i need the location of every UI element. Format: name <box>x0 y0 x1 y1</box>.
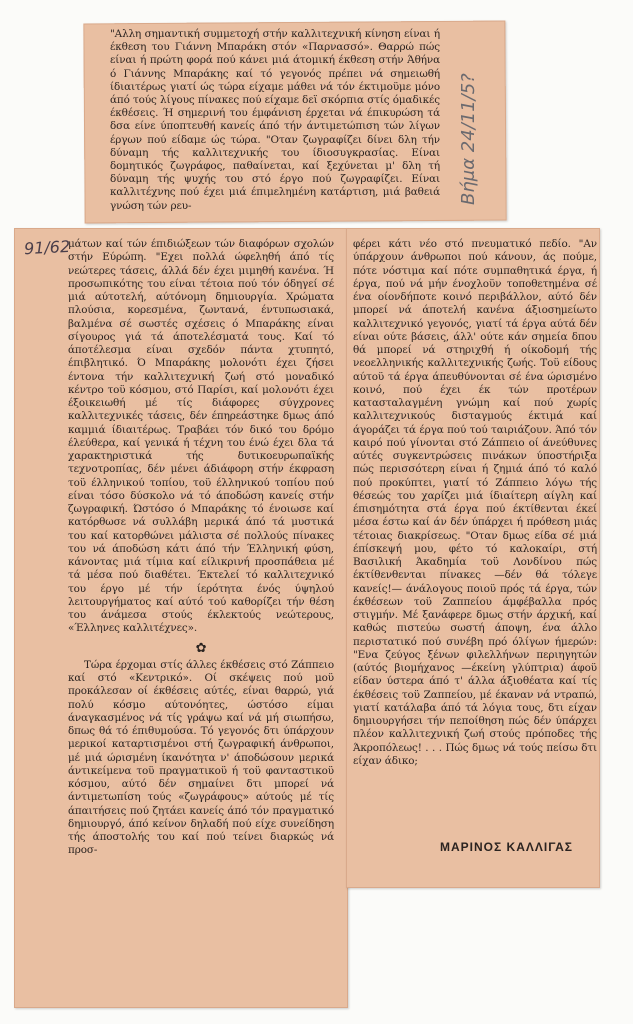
paragraph: φέρει κάτι νέο στό πνευματικό πεδίο. "Αν ύπάρχουν άνθρωποι πού κάνουν, άς πούμε, πότε νόστιμα καί πότε συμπαθητικά έργα, ή έργα, πού νά μήν ένοχλοϋν τοποθετημένα σέ ένα οίονδήποτε κοινό περιβάλλον, αύτό δέν μπορεί νά άποτελή κανένα άξιοσημείωτο καλλιτεχνικό γεγονός, γιατί τά έργα αύτά δέν είναι ούτε βάσεις, άλλ' ούτε κάν σημεία δπου θά μπορεί νά στηριχθή ή οίκοδομή τής νεοελληνικής καλλιτεχνικής ζωής. Τοϋ είδους αύτοϋ τά έργα άπευθύνονται σέ ένα ώρισμένο κοινό, πού έχει έκ τών προτέρων κατασταλαγμένη γνώμη καί πού χωρίς καλλιτεχνικούς δισταγμούς έκτιμά καί άγοράζει τά έργα πού τού ταιριάζουν. Άπό τόν καιρό πού γίνονται στό Ζάππειο οί άνεύθυνες αύτές συγκεντρώσεις πινάκων ύποστήριξα πώς περισσότερη είναι ή ζημιά άπό τό καλό πού προκύπτει, γιατί τό Ζάππειο λόγω τής θέσεώς του χαρίζει μιά ίδιαίτερη αίγλη καί έπισημότητα στά έργα πού έκτίθενται έκεί μέσα έστω καί άν δέν ύπάρχει ή πρόθεση μιάς τέτοιας διακρίσεως. "Οταν δμως είδα σέ μιά έπίσκεψή μου, φέτο τό καλοκαίρι, στή Βασιλική Άκαδημία τοϋ Λονδίνου πώς έκτίθενθενται πίνακες —δέν θά τόλεγε κανείς!— άνάλογους ποιοϋ πρός τά έργα, τών έκθέσεων τοϋ Ζαππείου άμφέβαλλα πρός στιγμήν. Μέ ξανάφερε δμως στήν άρχική, καί καθώς πιστεύω σωστή άποψη, ένα άλλο περιστατικό πού συνέβη πρό όλίγων ήμερών: "Ενα ζεύγος ξένων φιλελλήνων περιηγητών (αύτός βιομήχανος —έκείνη γλύπτρια) άφοϋ είδαν ύστερα άπό τ' άλλα άξιοθέατα καί τίς έκθέσεις τοϋ Ζαππείου, μέ έκαναν νά ντραπώ, γιατί κατάλαβα άπό τά λόγια τους, δτι είχαν δημιουργήσει τήν πεποίθηση πώς δέν ύπάρχει πλέον καλλιτεχνική ζωή στούς πρόποδες τής Άκροπόλεως! . . . Πώς δμως νά τούς πείσω δτι είχαν άδικο; <box>353 238 597 767</box>
article-left-column <box>68 238 334 858</box>
paragraph: μάτων καί τών έπιδιώξεων τών διαφόρων σχολών στήν Εύρώπη. "Εχει πολλά ώφεληθή άπό τίς νεώτερες τάσεις, άλλά δέν έχει μιμηθή κανένα. Ή προσωπικότης του είναι τέτοια πού τόν όδηγεί σέ μιά αύτοτελή, αύτόνομη δημιουργία. Χρώματα πλούσια, κορεσμένα, ζωντανά, έντυπωσιακά, βαλμένα σέ σωστές σχέσεις ό Μπαράκης είναι σίγουρος γιά τά άποτελέσματά τους. Καί τό άποτέλεσμα είναι σχεδόν πάντα χτυπητό, έπιβλητικό. Ό Μπαράκης μολονότι έχει ζήσει έντονα τήν καλλιτεχνική ζωή στό μοναδικό κέντρο τοϋ κόσμου, στό Παρίσι, καί μολονότι έχει έξοικειωθή μέ τίς διάφορες σύγχρονες καλλιτεχνικές τάσεις, δέν έπηρεάστηκε δμως άπό καμμιά ίδιαιτέρως. Τραβάει τόν δικό του δρόμο έλεύθερα, καί γενικά ή τέχνη του ένώ έχει δλα τά χαρακτηριστικά τής δυτικοευρωπαϊκής τεχνοτροπίας, δέν μένει άδιάφορη στήν έκφραση τοϋ έλληνικού τοπίου, τοϋ έλληνικού τοπίου πού είναι τόσο δύσκολο νά τό άποδώση κανείς στήν ζωγραφική. Ώστόσο ό Μπαράκης τό ένοιωσε καί κατόρθωσε νά συλλάβη μερικά άπό τά μυστικά του καί κατορθώνει μάλιστα σέ πολλούς πίνακες του νά άποδώση κάτι άπό τήν Έλληνική φύση, κάνοντας μιά τίμια καί είλικρινή προσπάθεια μέ τά μέσα πού διαθέτει. Έκτελεί τό καλλιτεχνικό του έργο μέ τήν ίερότητα ένός ύψηλού λειτουργήματος καί αύτό τού καθορίζει τήν θέση του άνάμεσα στούς έκλεκτούς νεώτερους, «Έλληνες καλλιτέχνες». <box>68 238 334 635</box>
article-right-column <box>353 238 597 768</box>
paragraph: "Αλλη σημαντική συμμετοχή στήν καλλιτεχνική κίνηση είναι ή έκθεση του Γιάννη Μπαράκη στόν «Παρνασσό». Θαρρώ πώς είναι ή πρώτη φορά πού κάνει μιά άτομική έκθεση στήν Άθήνα ό Γιάννης Μπαράκης καί τό γεγονός πρέπει νά σημειωθή ίδιαιτέρως γιατί ώς τώρα είχαμε μάθει νά τόν έκτιμοϋμε μόνο άπό τούς λίγους πίνακες πού είχαμε δεϊ σκόρπια στίς όμαδικές έκθέσεις. Ή σημερινή του έμφάνιση έρχεται νά έπικυρώση τά δσα είνε ύποπτευθή κανείς άπό τήν άντιμετώπιση τών λίγων έργων πού είδαμε ώς τώρα. "Οταν ζωγραφίζει δίνει δλη τήν δύναμη τής καλλιτεχνικής του ίδιοσυγκρασίας. Είναι δομητικός ζωγράφος, παθαίνεται, καί ξεχύνεται μ' δλη τή δύναμη τής ψυχής του στό έργο πού ζωγραφίζει. Είναι καλλιτέχνης πού έχει μιά έπιμελημένη κατάρτιση, μιά βαθειά γνώση τών ρευ- <box>110 28 440 212</box>
paragraph: Τώρα έρχομαι στίς άλλες έκθέσεις στό Ζάππειο καί στό «Κεντρικό». Οί σκέψεις πού μοϋ προκάλεσαν οί έκθέσεις αύτές, είναι θαρρώ, γιά πολύ κόσμο αύτονόητες, ώστόσο είμαι άναγκασμένος νά τίς γράψω καί νά μή σιωπήσω, δπως θά τό έπιθυμούσα. Τό γεγονός δτι ύπάρχουν μερικοί καταρτισμένοι στή ζωγραφική άνθρωποι, μέ μιά ώρισμένη ίκανότητα ν' άποδώσουν μερικά άντικείμενα τοϋ πραγματικοϋ ή τοϋ φανταστικοϋ κόσμου, αύτό δέν σημαίνει δτι μπορεί νά άντιμετωπίση τούς «ζωγράφους» αύτούς μέ τίς άπαιτήσεις πού ζητάει κανείς άπό τόν πραγματικό δημιουργό, άπό κείνον δηλαδή πού είχε συνείδηση τής άποστολής του καί πού τείνει διαρκώς νά προσ- <box>68 658 334 857</box>
article-top-column <box>110 28 440 213</box>
handwritten-archive-number: 91/62 <box>23 236 71 259</box>
author-signature: ΜΑΡΙΝΟΣ ΚΑΛΛΙΓΑΣ <box>440 840 573 854</box>
handwritten-date-note: Βήμα 24/11/5? <box>458 73 479 205</box>
section-separator-ornament: ✿ <box>195 640 207 656</box>
